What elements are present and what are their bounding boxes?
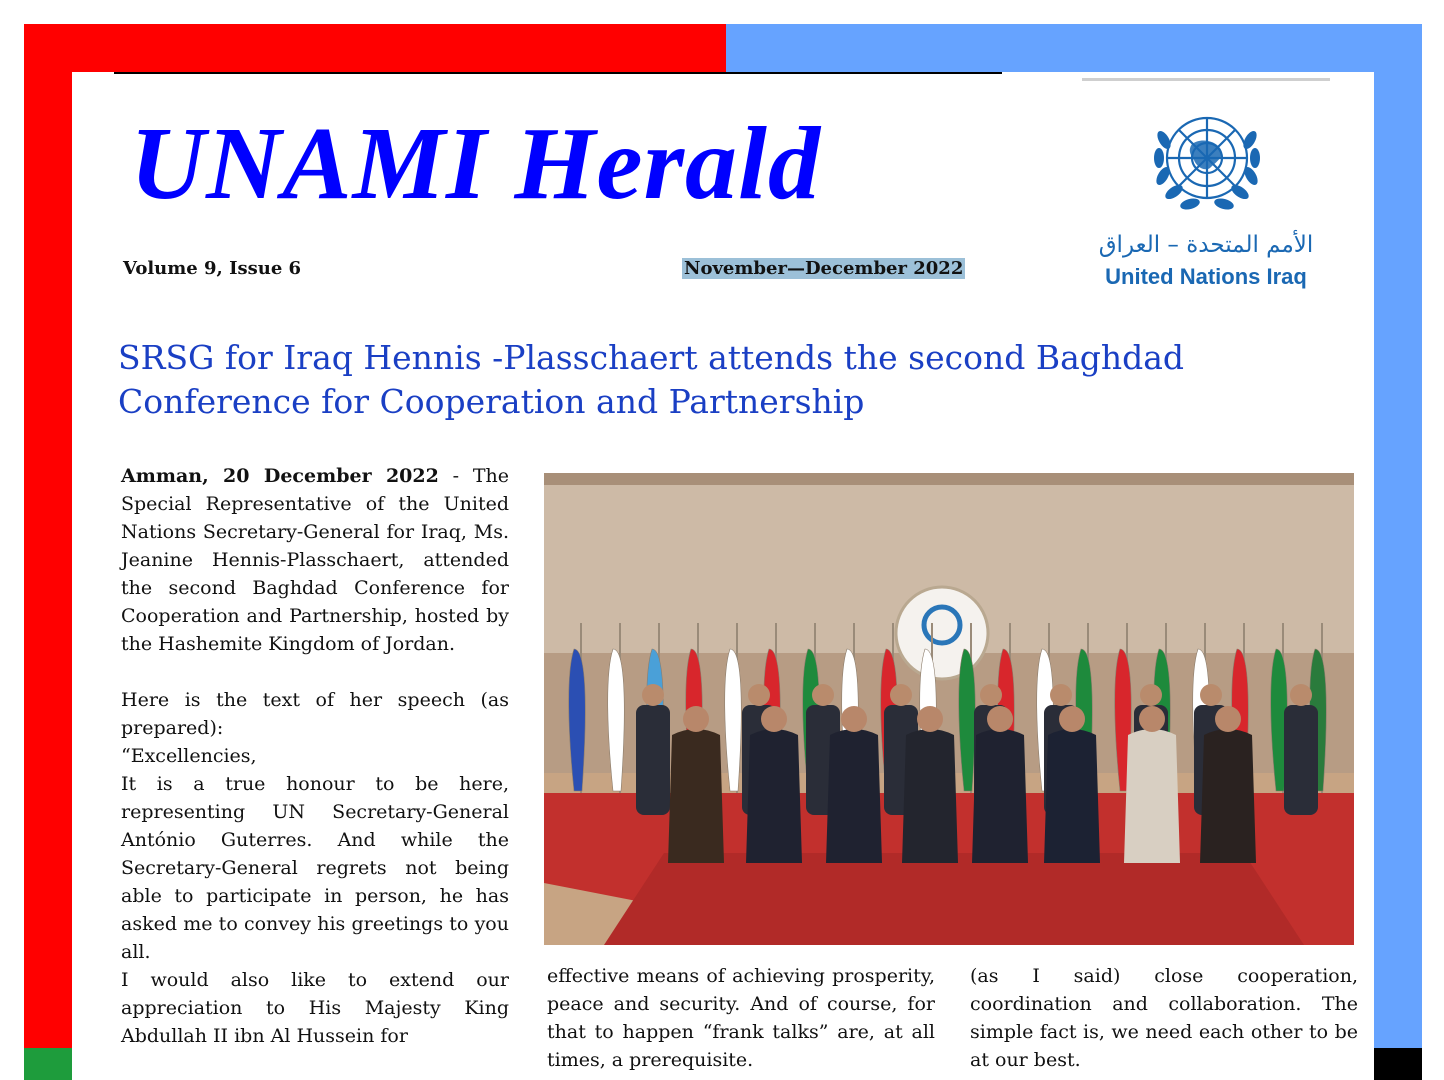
person-head [1140, 684, 1162, 706]
person-front-row [1124, 729, 1180, 863]
person-back-row [636, 705, 670, 815]
article-column-2 [547, 962, 935, 1074]
column-2-text: effective means of achieving prosperity, peace and security. And of course, for that to happen “frank talks” are, at all times, a prerequisite. [547, 965, 935, 1071]
lead-text: - The Special Representative of the United Nations Secretary-General for Iraq, Ms. Jeanine Hennis-Plasschaert, attended the second Baghdad Conference for Cooperation and Partnership, hosted by the Hashemite Kingdom of Jordan. [121, 465, 509, 655]
conference-group-photo [544, 473, 1354, 945]
logo-english-text: United Nations Iraq [1105, 264, 1307, 289]
article-column-3 [970, 962, 1358, 1074]
column-3-text: (as I said) close cooperation, coordination and collaboration. The simple fact is, we need each other to be at our best. [970, 965, 1358, 1071]
person-head [748, 684, 770, 706]
person-head [890, 684, 912, 706]
salutation: “Excellencies, [121, 745, 257, 767]
person-front-row [972, 729, 1028, 863]
logo-rule [1082, 78, 1330, 81]
person-head [683, 706, 709, 732]
person-head [1050, 684, 1072, 706]
person-front-row [826, 729, 882, 863]
issue-info: Volume 9, Issue 6 [123, 258, 302, 279]
person-head [1139, 706, 1165, 732]
paragraph-gap [121, 658, 509, 686]
person-head [1215, 706, 1241, 732]
masthead-title: UNAMI Herald [130, 106, 821, 221]
person-head [1059, 706, 1085, 732]
paragraph-appreciation: I would also like to extend our appreciation to His Majesty King Abdullah II ibn Al Hussein for [121, 969, 509, 1047]
issue-date-range: November—December 2022 [684, 258, 964, 279]
person-head [761, 706, 787, 732]
speech-intro: Here is the text of her speech (as prepared): [121, 689, 509, 739]
logo-arabic-text: الأمم المتحدة – العراق [1098, 232, 1314, 258]
lead-paragraph [121, 462, 509, 658]
person-head [980, 684, 1002, 706]
paragraph-honour: It is a true honour to be here, representing UN Secretary-General António Guterres. And while the Secretary-General regrets not being able to participate in person, he has asked me to convey his greetings to you all. [121, 773, 509, 963]
person-back-row [1284, 705, 1318, 815]
person-front-row [1044, 729, 1100, 863]
person-front-row [902, 729, 958, 863]
person-front-row [1200, 729, 1256, 863]
top-rule [114, 72, 1002, 74]
person-front-row [668, 729, 724, 863]
person-head [917, 706, 943, 732]
article-headline: SRSG for Iraq Hennis -Plasschaert attends the second Baghdad Conference for Cooperation and Partnership [118, 338, 1185, 421]
person-head [1200, 684, 1222, 706]
newsletter-page [72, 72, 1374, 1080]
person-head [841, 706, 867, 732]
un-emblem-icon [1140, 100, 1274, 234]
article-column-1 [121, 462, 509, 1050]
person-head [812, 684, 834, 706]
person-head [987, 706, 1013, 732]
decorative-black-band [1372, 1048, 1422, 1080]
decorative-green-band [24, 1048, 72, 1080]
person-front-row [746, 729, 802, 863]
person-head [1290, 684, 1312, 706]
un-iraq-logo [1082, 78, 1332, 298]
dateline: Amman, 20 December 2022 [121, 465, 439, 487]
person-head [642, 684, 664, 706]
